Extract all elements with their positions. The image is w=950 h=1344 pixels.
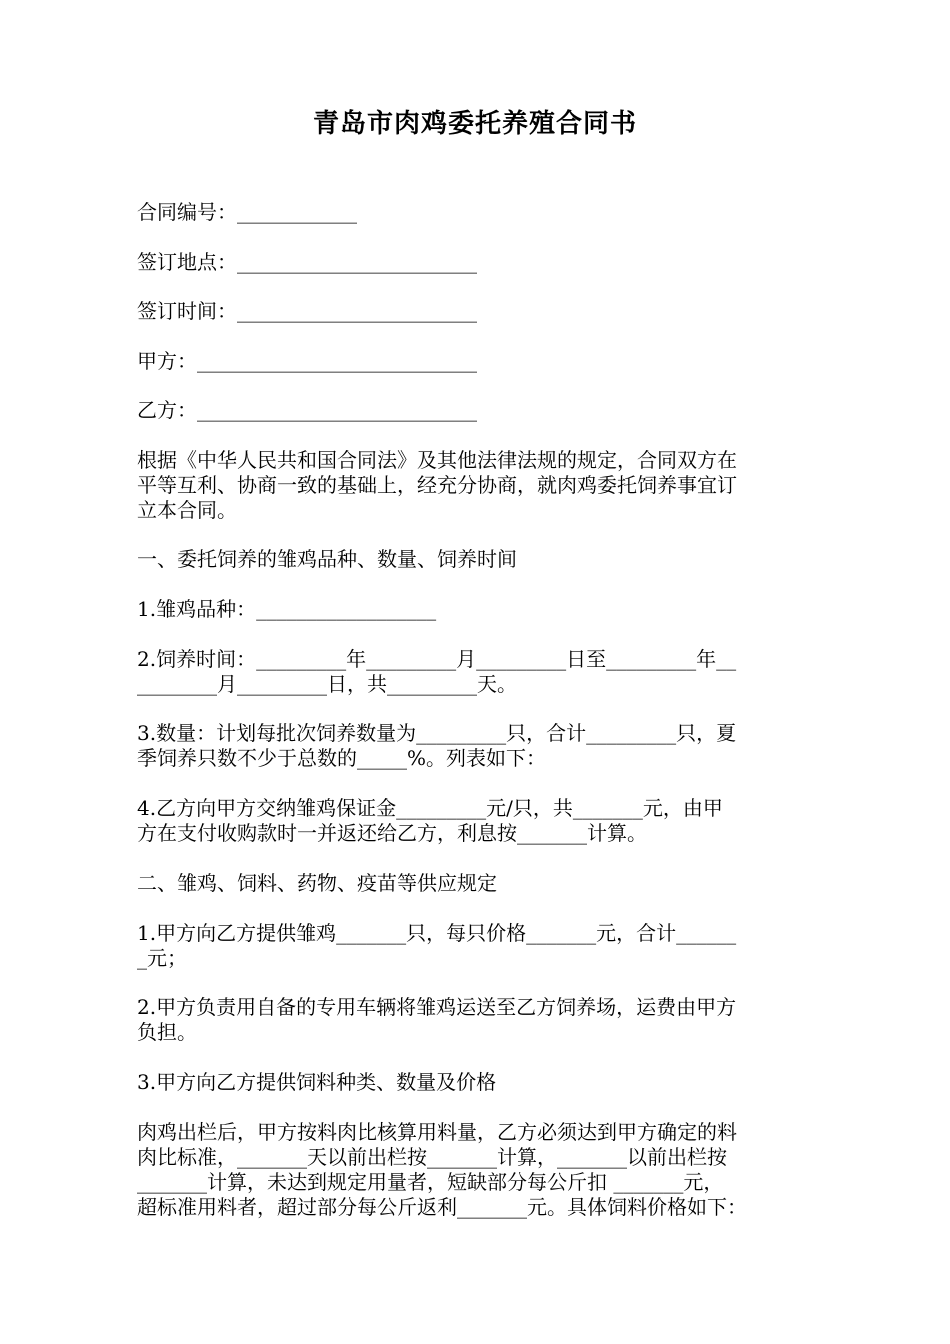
intro-line: 平等互利、协商一致的基础上，经充分协商，就肉鸡委托饲养事宜订 <box>137 473 737 497</box>
feed-paragraph-line: 超标准用料者，超过部分每公斤返利_______元。具体饲料价格如下： <box>137 1195 747 1219</box>
document-title: 青岛市肉鸡委托养殖合同书 <box>312 109 637 139</box>
section2-heading: 二、雏鸡、饲料、药物、疫苗等供应规定 <box>137 871 497 895</box>
feed-paragraph-line: 肉鸡出栏后，甲方按料肉比核算用料量，乙方必须达到甲方确定的料 <box>137 1120 737 1144</box>
transport-line: 2.甲方负责用自备的专用车辆将雏鸡运送至乙方饲养场，运费由甲方 <box>137 995 737 1019</box>
intro-line: 立本合同。 <box>137 498 237 522</box>
feed-paragraph-line: 肉比标准，_______天以前出栏按_______计算，_______以前出栏按 <box>137 1145 727 1169</box>
feed-paragraph-line: _______计算，未达到规定用量者，短缺部分每公斤扣 _______元， <box>137 1170 724 1194</box>
contract-number-field: 合同编号：____________ <box>137 200 357 224</box>
chick-breed-field: 1.雏鸡品种：__________________ <box>137 597 437 621</box>
section1-heading: 一、委托饲养的雏鸡品种、数量、饲养时间 <box>137 547 517 571</box>
chick-supply-line: 1.甲方向乙方提供雏鸡_______只，每只价格_______元，合计______ <box>137 921 737 945</box>
sign-time-field: 签订时间：________________________ <box>137 299 477 323</box>
raising-period-line: 2.饲养时间：_________年_________月_________日至_________年__ <box>137 647 737 671</box>
chick-supply-line: _元； <box>137 946 187 970</box>
quantity-line: 3.数量：计划每批次饲养数量为_________只，合计_________只，夏 <box>137 721 737 745</box>
intro-line: 根据《中华人民共和国合同法》及其他法律法规的规定，合同双方在 <box>137 448 737 472</box>
party-b-field: 乙方：____________________________ <box>137 398 477 422</box>
deposit-line: 方在支付收购款时一并返还给乙方，利息按_______计算。 <box>137 821 647 845</box>
deposit-line: 4.乙方向甲方交纳雏鸡保证金_________元/只，共_______元，由甲 <box>137 796 723 820</box>
transport-line: 负担。 <box>137 1020 197 1044</box>
feed-supply-heading: 3.甲方向乙方提供饲料种类、数量及价格 <box>137 1070 497 1094</box>
raising-period-line: ________月_________日，共_________天。 <box>137 672 517 696</box>
quantity-line: 季饲养只数不少于总数的_____%。列表如下： <box>137 746 547 770</box>
sign-place-field: 签订地点：________________________ <box>137 250 477 274</box>
party-a-field: 甲方：____________________________ <box>137 349 477 373</box>
